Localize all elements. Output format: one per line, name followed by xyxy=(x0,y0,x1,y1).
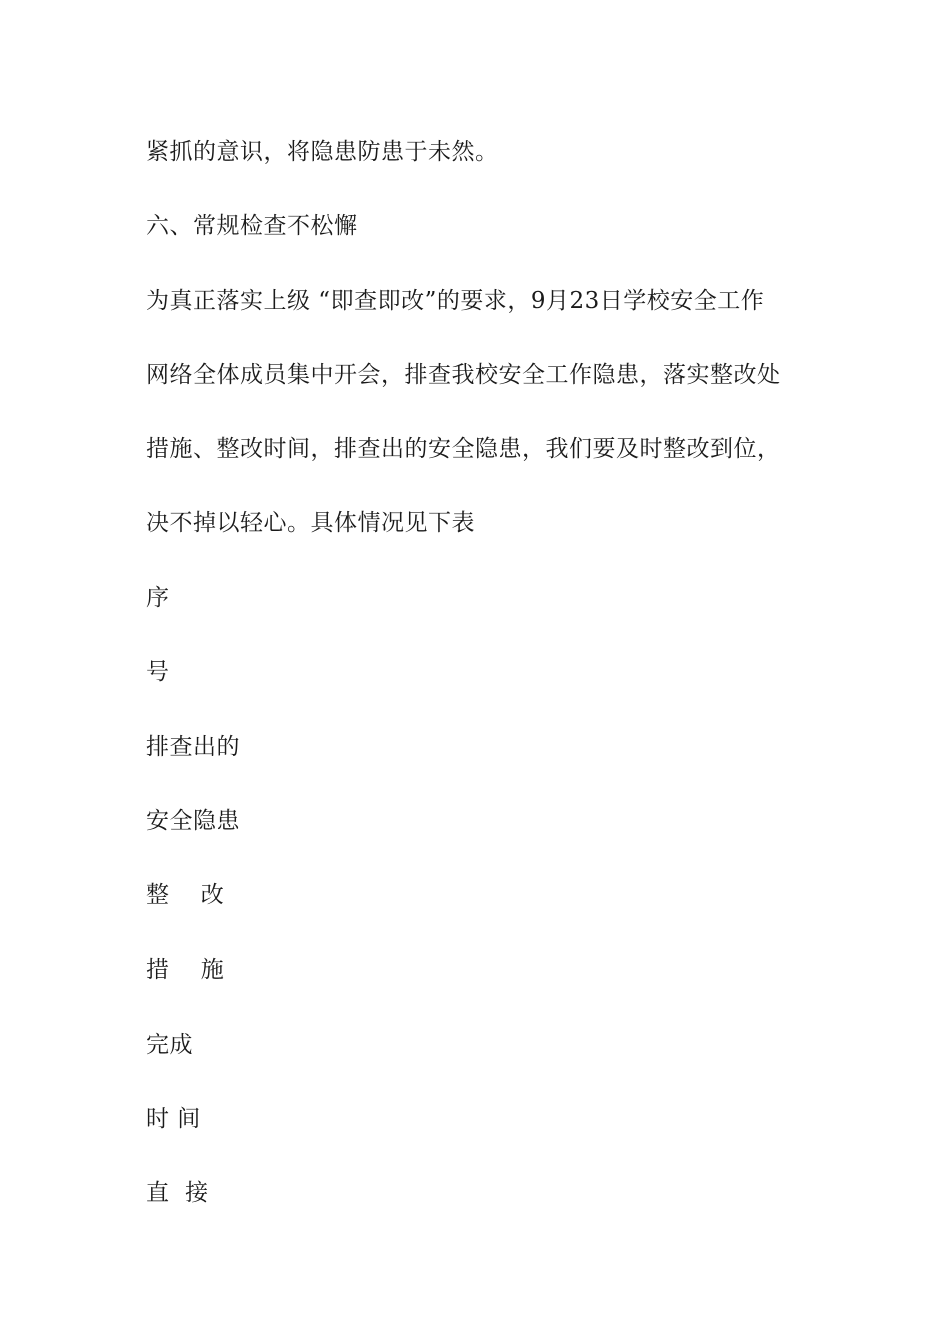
table-header-fragment: 完成 xyxy=(146,1032,193,1058)
section-heading: 六、常规检查不松懈 xyxy=(146,213,358,239)
table-header-fragment: 整 改 xyxy=(146,882,225,908)
table-header-fragment: 直 接 xyxy=(146,1180,209,1206)
table-header-fragment: 措 施 xyxy=(146,957,225,983)
paragraph-line: 决不掉以轻心。具体情况见下表 xyxy=(146,510,475,536)
table-header-fragment: 序 xyxy=(146,585,170,611)
table-header-fragment: 号 xyxy=(146,659,170,685)
paragraph-line: 措施、整改时间，排查出的安全隐患，我们要及时整改到位， xyxy=(146,436,781,462)
table-header-fragment: 排查出的 xyxy=(146,734,240,760)
table-header-fragment: 时 间 xyxy=(146,1106,201,1132)
paragraph-line: 为真正落实上级 “即查即改”的要求，9月23日学校安全工作 xyxy=(146,288,765,314)
paragraph-line: 网络全体成员集中开会，排查我校安全工作隐患，落实整改处 xyxy=(146,362,781,388)
table-header-fragment: 安全隐患 xyxy=(146,808,240,834)
paragraph-line: 紧抓的意识，将隐患防患于未然。 xyxy=(146,139,499,165)
